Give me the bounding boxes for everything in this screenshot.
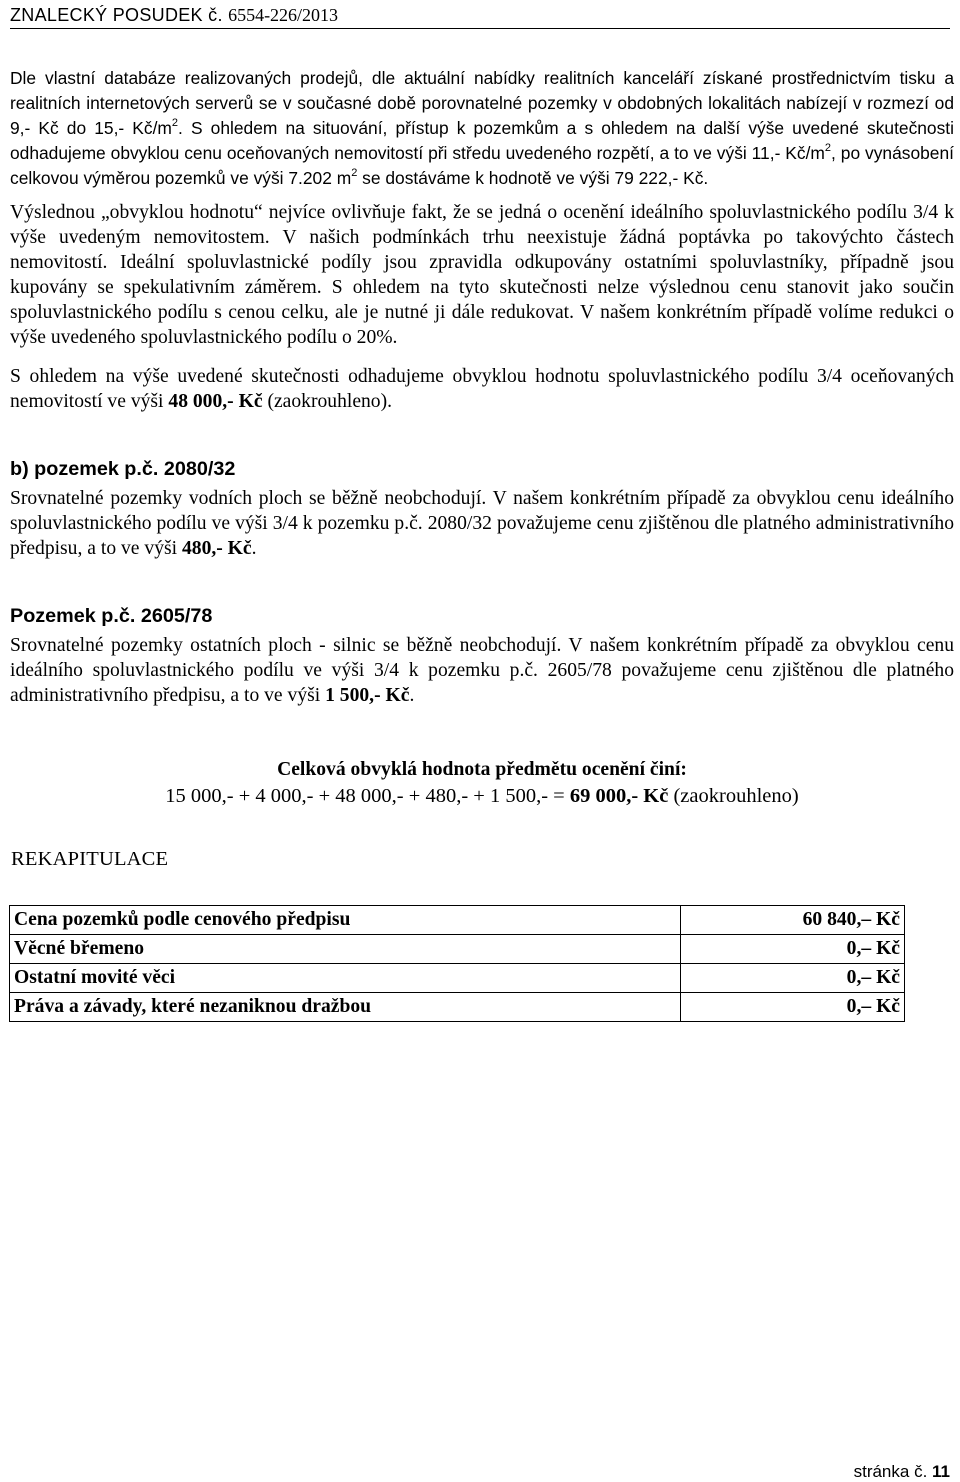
section-heading-pozemek: Pozemek p.č. 2605/78 [10, 605, 213, 627]
total-note: (zaokrouhleno) [668, 785, 799, 807]
p1-sup-b: 2 [824, 142, 832, 154]
rekapitulace-heading: REKAPITULACE [11, 848, 169, 870]
table-row [10, 993, 905, 1022]
p1-text-b: . S ohledem na situování, přístup k pozemkům a s ohledem na další výše uvedené skutečnosti odhadujeme obvyklou cenu oceňovaných nemovitostí při středu uvedeného rozpětí, a to ve výši 11,- Kč/m [10, 118, 954, 163]
paragraph-section-pozemek [10, 633, 954, 708]
row-label: Práva a závady, které nezaniknou dražbou [10, 993, 681, 1022]
section-p-tail: . [409, 685, 415, 706]
p1-sup-a: 2 [171, 117, 179, 129]
table-row [10, 964, 905, 993]
table-row [10, 935, 905, 964]
row-label: Věcné břemeno [10, 935, 681, 964]
row-value: 0,– Kč [681, 935, 905, 964]
section-p-text: Srovnatelné pozemky ostatních ploch - silnic se běžně neobchodují. V našem konkrétním případě za obvyklou cenu ideálního spoluvlastnického podílu ve výši 3/4 k pozemku p.č. 2605/78 považujeme cenu zjištěnou dle platného administrativního předpisu, a to ve výši [10, 635, 954, 706]
total-equation-text: 15 000,- + 4 000,- + 48 000,- + 480,- + 1 500,- = [165, 785, 570, 807]
total-label: Celková obvyklá hodnota předmětu ocenění činí: [277, 759, 687, 780]
paragraph-reduction: Výslednou „obvyklou hodnotu“ nejvíce ovlivňuje fakt, že se jedná o ocenění ideálního spoluvlastnického podílu 3/4 k výše uvedeným nemovitostem. V našich podmínkách trhu neexistuje žádná poptávka po takovýchto částech nemovitostí. Ideální spoluvlastnické podíly jsou zpravidla odkupovány ostatními spoluvlastníky, případně jsou kupovány se spekulativním záměrem. S ohledem na tyto skutečnosti nelze výslednou cenu stanovit jako součin spoluvlastnického podílu s cenou celku, ale je nutné ji dále redukovat. V našem konkrétním případě volíme redukci o výše uvedeného spoluvlastnického podílu o 20%. [10, 202, 954, 348]
p1-text-d: se dostáváme k hodnotě ve výši 79 222,- Kč. [357, 168, 709, 188]
paragraph-section-b [10, 486, 954, 561]
row-label: Ostatní movité věci [10, 964, 681, 993]
row-value: 0,– Kč [681, 993, 905, 1022]
p1-sup-c: 2 [351, 167, 358, 179]
paragraph-market-data [10, 66, 954, 191]
document-body [10, 66, 954, 1022]
p1-text-c: , po vynásobení celkovou výměrou pozemků ve výši 7.202 m [10, 143, 954, 188]
header-title: ZNALECKÝ POSUDEK č. [10, 5, 229, 25]
section-p-value: 1 500,- Kč [325, 685, 410, 706]
page-number: 11 [932, 1462, 950, 1481]
total-result: 69 000,- Kč [569, 785, 669, 807]
p1-text-a: Dle vlastní databáze realizovaných prodejů, dle aktuální nabídky realitních kanceláří získané prostřednictvím tisku a realitních internetových serverů se v současné době porovnatelné pozemky v obdobných lokalitách nabízejí v rozmezí od 9,- Kč do 15,- Kč/m [10, 68, 954, 138]
section-b-value: 480,- Kč [181, 538, 252, 559]
section-b-tail: . [251, 538, 257, 559]
row-label: Cena pozemků podle cenového předpisu [10, 906, 681, 935]
total-equation [10, 782, 954, 810]
p3-value: 48 000,- Kč [168, 391, 263, 412]
row-value: 60 840,– Kč [681, 906, 905, 935]
rekapitulace-table [9, 905, 905, 1022]
paragraph-share-value [10, 364, 954, 414]
page-label: stránka č. [853, 1462, 933, 1481]
section-heading-b: b) pozemek p.č. 2080/32 [10, 458, 236, 480]
p3-tail: (zaokrouhleno). [262, 391, 393, 412]
header-number: 6554-226/2013 [228, 5, 339, 25]
p3-text: S ohledem na výše uvedené skutečnosti odhadujeme obvyklou hodnotu spoluvlastnického podílu 3/4 oceňovaných nemovitostí ve výši [10, 366, 954, 412]
table-row [10, 906, 905, 935]
page-footer [854, 1462, 950, 1482]
page-header [10, 4, 950, 29]
section-b-text: Srovnatelné pozemky vodních ploch se běžně neobchodují. V našem konkrétním případě za obvyklou cenu ideálního spoluvlastnického podílu ve výši 3/4 k pozemku p.č. 2080/32 považujeme cenu zjištěnou dle platného administrativního předpisu, a to ve výši [10, 488, 954, 559]
total-value-block [10, 758, 954, 810]
row-value: 0,– Kč [681, 964, 905, 993]
